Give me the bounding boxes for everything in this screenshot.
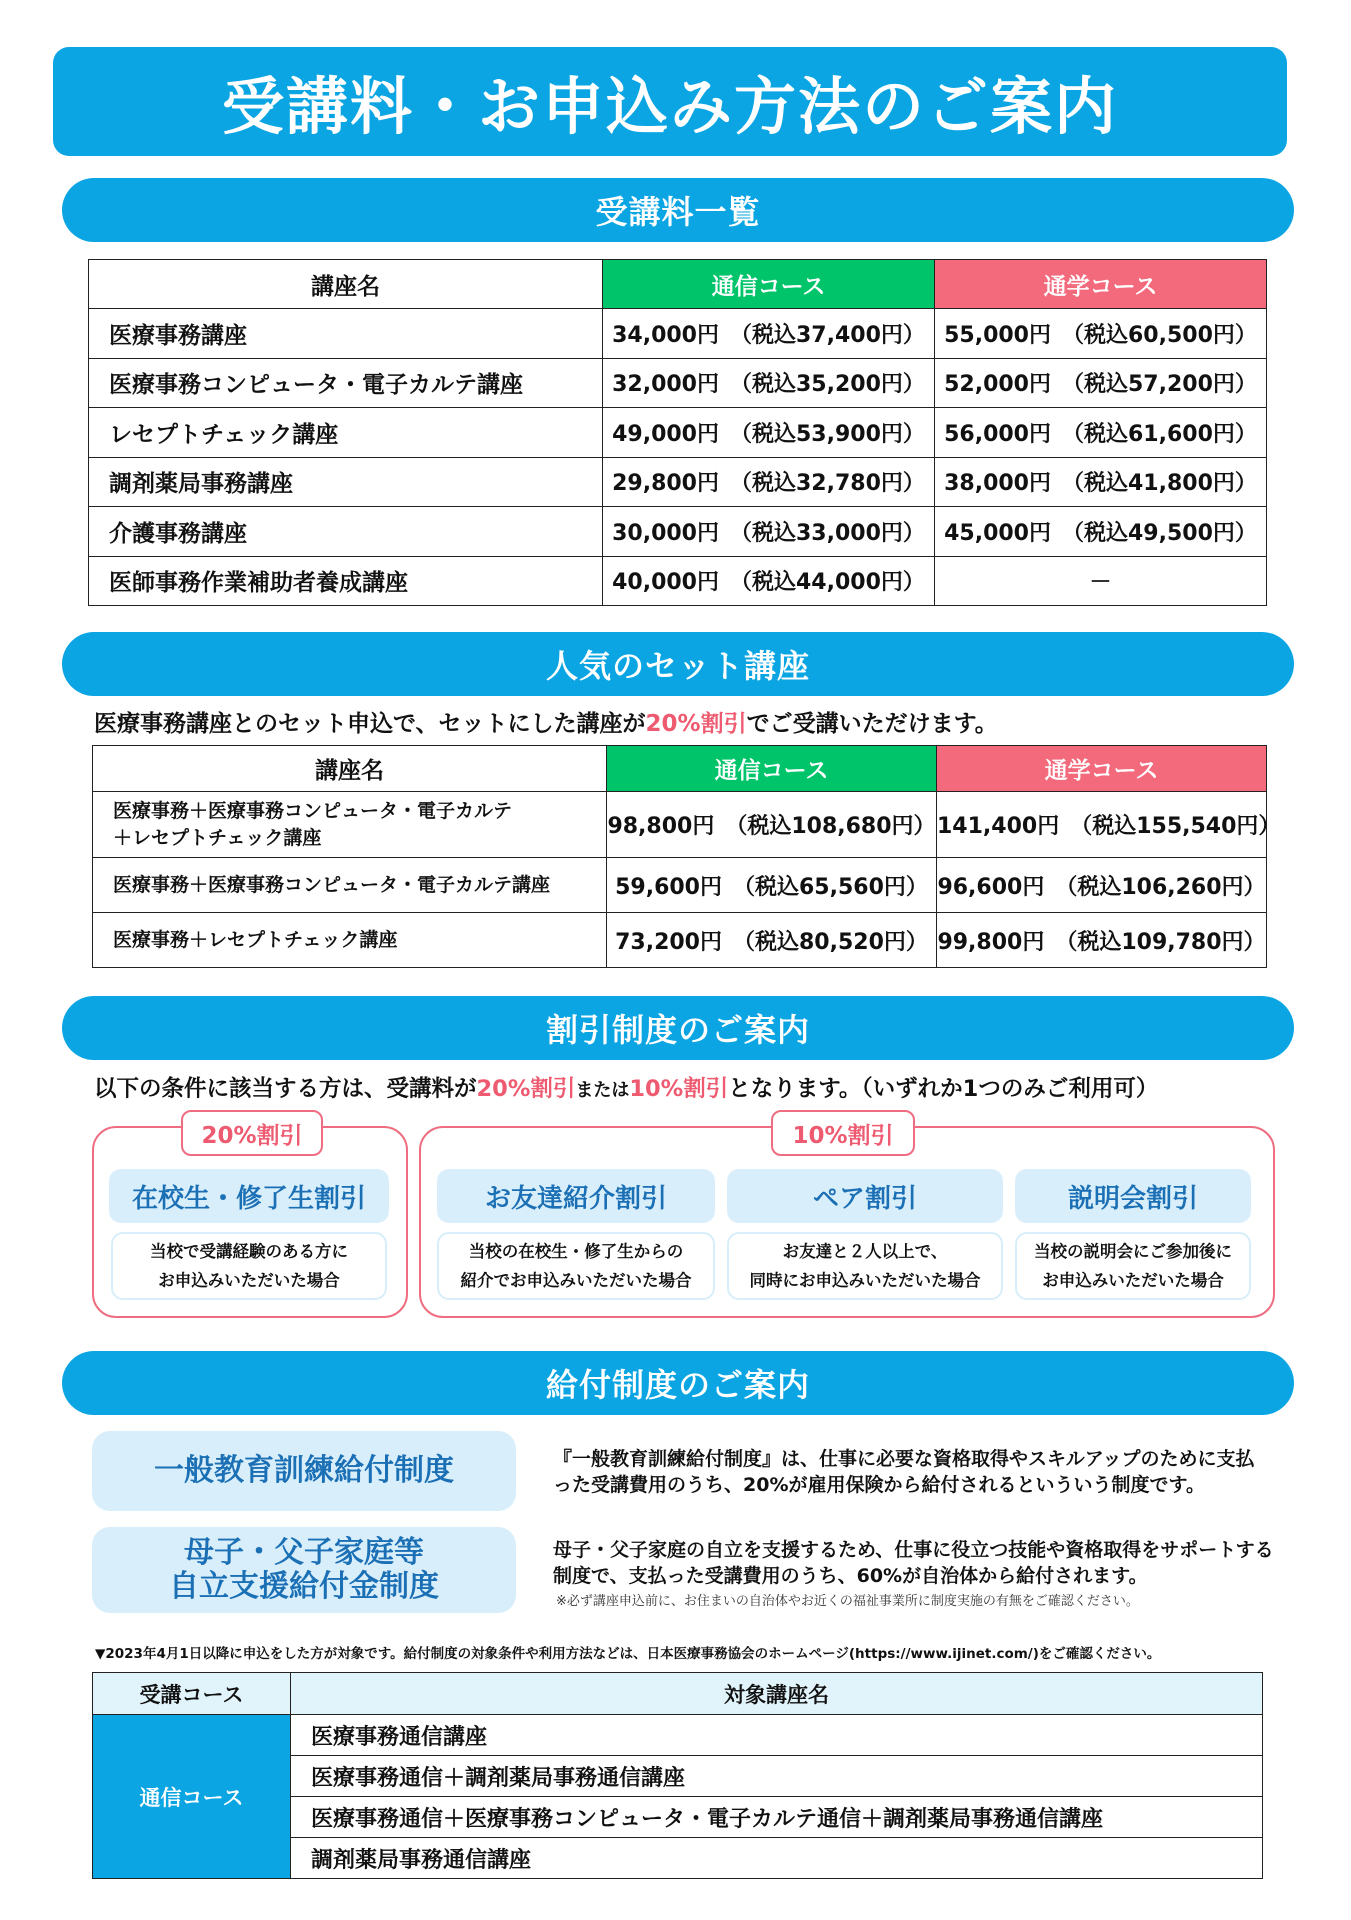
course-name: 医療事務講座 <box>89 309 603 359</box>
mail-price: 34,000円 （税込37,400円） <box>603 309 935 359</box>
table-row <box>93 1715 1263 1756</box>
discounts-note-hl-20: 20%割引 <box>476 1076 576 1102</box>
discount-desc-alumni: 当校で受講経験のある方に お申込みいただいた場合 <box>111 1232 387 1300</box>
mail-price: 40,000円 （税込44,000円） <box>603 556 935 606</box>
sets-note-text: 医療事務講座とのセット申込で、セットにした講座が <box>94 711 646 737</box>
school-price: 96,600円 （税込106,260円） <box>937 858 1267 913</box>
school-price: 56,000円 （税込61,600円） <box>935 408 1267 458</box>
school-price: 141,400円 （税込155,540円） <box>937 792 1267 858</box>
col-mail-course: 通信コース <box>607 746 937 792</box>
col-course: 受講コース <box>93 1673 291 1715</box>
benefit-text-general: 『一般教育訓練給付制度』は、仕事に必要な資格取得やスキルアップのために支払った受講費用のうち、20%が雇用保険から給付されるといういう制度です。 <box>553 1448 1255 1496</box>
col-school-course: 通学コース <box>937 746 1267 792</box>
mail-price: 29,800円 （税込32,780円） <box>603 457 935 507</box>
benefits-footnote: ▼2023年4月1日以降に申込をした方が対象です。給付制度の対象条件や利用方法などは、日本医療事務協会のホームページ(https://www.ijinet.com/)をご確認ください。 <box>95 1646 1161 1662</box>
sets-note-highlight: 20%割引 <box>645 711 747 737</box>
course-table-header <box>93 1673 1263 1715</box>
table-row <box>89 556 1267 606</box>
discount-title-pair: ペア割引 <box>727 1169 1003 1223</box>
mail-price: 59,600円 （税込65,560円） <box>607 858 937 913</box>
benefit-title-general: 一般教育訓練給付制度 <box>92 1431 516 1511</box>
school-price: 99,800円 （税込109,780円） <box>937 913 1267 968</box>
table-row <box>93 858 1267 913</box>
set-table-header <box>93 746 1267 792</box>
school-price: － <box>935 556 1267 606</box>
course-name: 医療事務コンピュータ・電子カルテ講座 <box>89 358 603 408</box>
discount-title-seminar: 説明会割引 <box>1015 1169 1251 1223</box>
discount-20-tag: 20%割引 <box>181 1110 323 1156</box>
target-course: 医療事務通信＋調剤薬局事務通信講座 <box>291 1756 1263 1797</box>
discount-title-referral: お友達紹介割引 <box>437 1169 715 1223</box>
course-name: レセプトチェック講座 <box>89 408 603 458</box>
course-target-table <box>92 1672 1263 1879</box>
set-name <box>93 792 607 858</box>
set-name: 医療事務＋医療事務コンピュータ・電子カルテ講座 <box>93 858 607 913</box>
school-price: 38,000円 （税込41,800円） <box>935 457 1267 507</box>
col-target-course: 対象講座名 <box>291 1673 1263 1715</box>
course-name: 医師事務作業補助者養成講座 <box>89 556 603 606</box>
set-name: 医療事務＋レセプトチェック講座 <box>93 913 607 968</box>
discounts-note-text-end: となります。（いずれか1つのみご利用可） <box>728 1076 1159 1102</box>
table-row <box>89 358 1267 408</box>
col-school-course: 通学コース <box>935 260 1267 309</box>
page-title: 受講料・お申込み方法のご案内 <box>53 47 1287 156</box>
discounts-note-text: 以下の条件に該当する方は、受講料が <box>94 1076 477 1102</box>
table-row <box>89 309 1267 359</box>
course-side-label: 通信コース <box>93 1715 291 1879</box>
course-name: 介護事務講座 <box>89 507 603 557</box>
course-name: 調剤薬局事務講座 <box>89 457 603 507</box>
school-price: 52,000円 （税込57,200円） <box>935 358 1267 408</box>
discount-desc-pair: お友達と２人以上で、 同時にお申込みいただいた場合 <box>727 1232 1003 1300</box>
table-row <box>89 457 1267 507</box>
school-price: 45,000円 （税込49,500円） <box>935 507 1267 557</box>
target-course: 調剤薬局事務通信講座 <box>291 1838 1263 1879</box>
set-table <box>92 745 1281 968</box>
discount-title-alumni: 在校生・修了生割引 <box>109 1169 389 1223</box>
sets-note <box>94 705 998 738</box>
set-name-line: ＋レセプトチェック講座 <box>113 826 322 849</box>
fee-table-header <box>89 260 1267 309</box>
benefit-title-single-parent: 母子・父子家庭等 自立支援給付金制度 <box>92 1527 516 1613</box>
target-course: 医療事務通信＋医療事務コンピュータ・電子カルテ通信＋調剤薬局事務通信講座 <box>291 1797 1263 1838</box>
fees-heading: 受講料一覧 <box>62 178 1294 242</box>
col-course-name: 講座名 <box>89 260 603 309</box>
sets-note-text-end: でご受講いただけます。 <box>746 711 998 737</box>
benefit-note: ※必ず講座申込前に、お住まいの自治体やお近くの福祉事業所に制度実施の有無をご確認ください。 <box>556 1594 1139 1609</box>
set-name-line: 医療事務＋医療事務コンピュータ・電子カルテ <box>113 799 513 822</box>
table-row <box>93 792 1267 858</box>
discount-10-tag: 10%割引 <box>771 1110 915 1156</box>
mail-price: 98,800円 （税込108,680円） <box>607 792 937 858</box>
mail-price: 32,000円 （税込35,200円） <box>603 358 935 408</box>
school-price: 55,000円 （税込60,500円） <box>935 309 1267 359</box>
table-row <box>93 913 1267 968</box>
sets-heading: 人気のセット講座 <box>62 632 1294 696</box>
col-course-name: 講座名 <box>93 746 607 792</box>
col-mail-course: 通信コース <box>603 260 935 309</box>
mail-price: 30,000円 （税込33,000円） <box>603 507 935 557</box>
discounts-note-or: または <box>575 1080 630 1101</box>
fee-table <box>88 259 1267 606</box>
discount-desc-referral: 当校の在校生・修了生からの 紹介でお申込みいただいた場合 <box>437 1232 715 1300</box>
benefit-text-single-parent: 母子・父子家庭の自立を支援するため、仕事に役立つ技能や資格取得をサポートする制度で、支払った受講費用のうち、60%が自治体から給付されます。 <box>553 1539 1274 1587</box>
mail-price: 49,000円 （税込53,900円） <box>603 408 935 458</box>
discounts-note-hl-10: 10%割引 <box>629 1076 729 1102</box>
mail-price: 73,200円 （税込80,520円） <box>607 913 937 968</box>
target-course: 医療事務通信講座 <box>291 1715 1263 1756</box>
table-row <box>89 408 1267 458</box>
discounts-heading: 割引制度のご案内 <box>62 996 1294 1060</box>
discounts-note <box>94 1071 1158 1103</box>
discount-desc-seminar: 当校の説明会にご参加後に お申込みいただいた場合 <box>1015 1232 1251 1300</box>
benefits-heading: 給付制度のご案内 <box>62 1351 1294 1415</box>
table-row <box>89 507 1267 557</box>
